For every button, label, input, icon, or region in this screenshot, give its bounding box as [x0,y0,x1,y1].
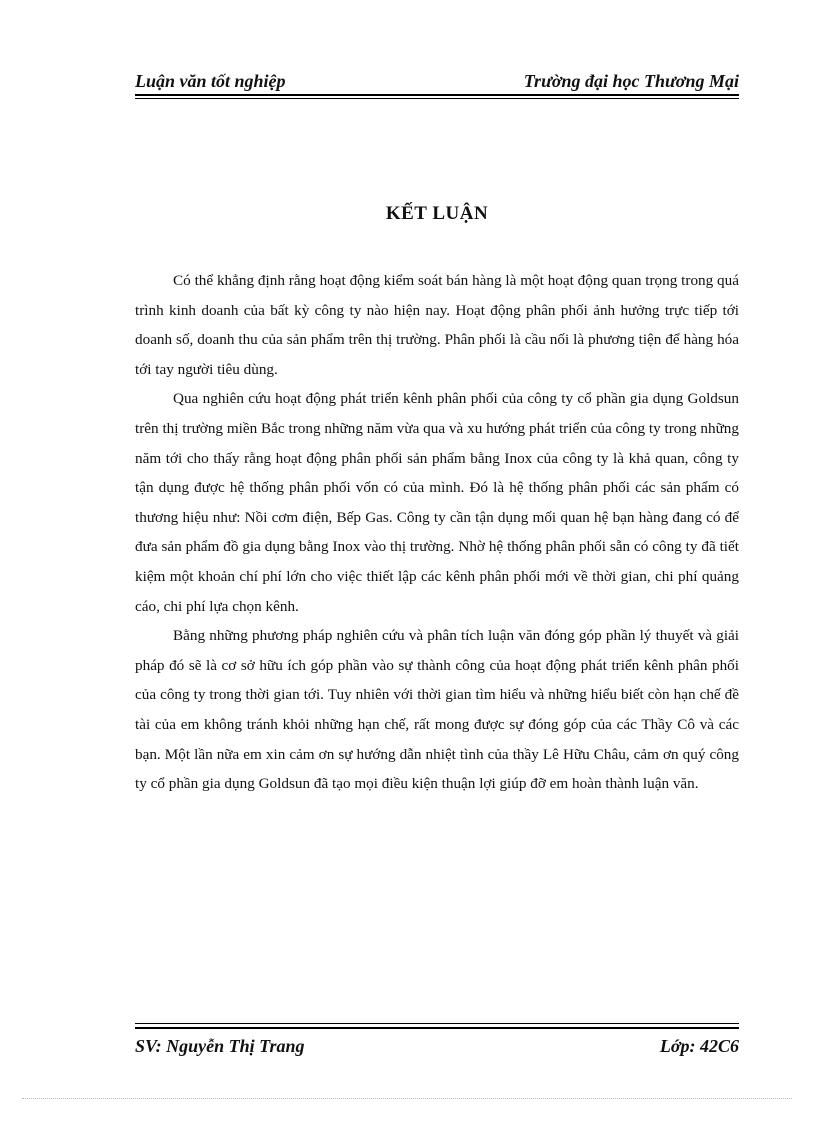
paragraph-1: Có thể khẳng định rằng hoạt động kiểm soát bán hàng là một hoạt động quan trọng trong quá trình kinh doanh của bất kỳ công ty nào hiện nay. Hoạt động phân phối ảnh hưởng trực tiếp tới doanh số, doanh thu của sản phẩm trên thị trường. Phân phối là cầu nối là phương tiện để hàng hóa tới tay người tiêu dùng. [135,272,739,378]
footer-class: Lớp: 42C6 [659,1036,739,1056]
footer-rule [135,1023,739,1024]
document-body [135,266,739,799]
page-edge-line [22,1098,792,1099]
page-title: KẾT LUẬN [385,203,489,224]
page-footer [135,1027,739,1057]
footer-student-name: SV: Nguyễn Thị Trang [135,1036,305,1056]
page-header [135,68,739,96]
paragraph-2: Qua nghiên cứu hoạt động phát triển kênh phân phối của công ty cổ phần gia dụng Goldsun trên thị trường miền Bắc trong những năm vừa qua và xu hướng phát triển của công ty trong những năm tới cho thấy rằng hoạt động phân phối sản phẩm bằng Inox của công ty là khả quan, công ty tận dụng được hệ thống phân phối vốn có của mình. Đó là hệ thống phân phối các sản phẩm có thương hiệu như: Nồi cơm điện, Bếp Gas. Công ty cần tận dụng mối quan hệ bạn hàng đang có để đưa sản phẩm đồ gia dụng bằng Inox vào thị trường. Nhờ hệ thống phân phối sẵn có công ty đã tiết kiệm một khoản chí phí lớn cho việc thiết lập các kênh phân phối mới về thời gian, chi phí quảng cáo, chi phí lựa chọn kênh. [135,390,739,615]
paragraph-3: Bằng những phương pháp nghiên cứu và phân tích luận văn đóng góp phần lý thuyết và giải pháp đó sẽ là cơ sở hữu ích góp phần vào sự thành công của hoạt động phát triển kênh phân phối của công ty trong thời gian tới. Tuy nhiên với thời gian tìm hiểu và những hiểu biết còn hạn chế đề tài của em không tránh khỏi những hạn chế, rất mong được sự đóng góp của các Thầy Cô và các bạn. Một lần nữa em xin cảm ơn sự hướng dẫn nhiệt tình của thầy Lê Hữu Châu, cảm ơn quý công ty cổ phần gia dụng Goldsun đã tạo mọi điều kiện thuận lợi giúp đỡ em hoàn thành luận văn. [135,627,739,793]
header-thesis-label: Luận văn tốt nghiệp [135,71,286,91]
header-university: Trường đại học Thương Mại [523,71,739,91]
header-rule [135,98,739,99]
